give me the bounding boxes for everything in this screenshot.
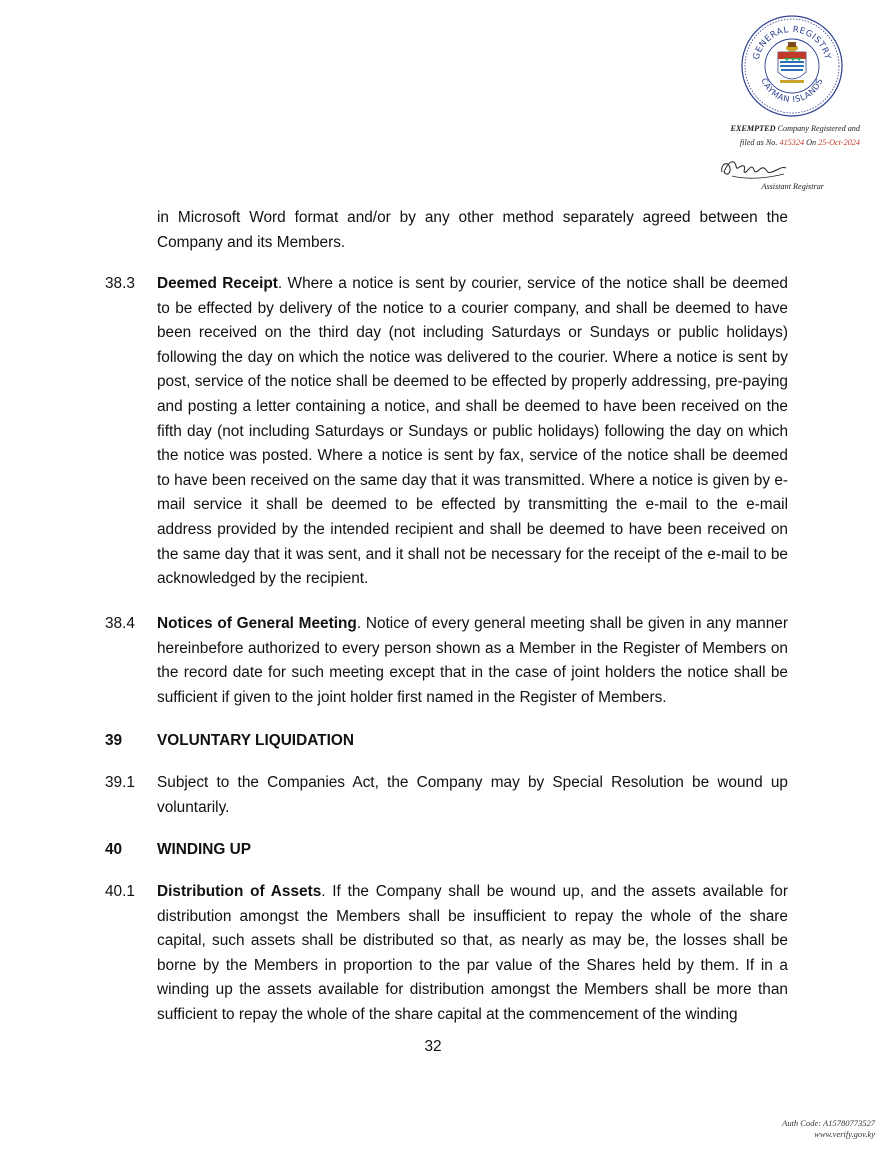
registry-stamp: [718, 14, 868, 194]
section-number-39: 39: [105, 732, 123, 749]
clause-text: . Where a notice is sent by courier, service of the notice shall be deemed to be effected by delivery of the notice to a courier company, and shall be deemed to have been received on the third day (not including Saturdays or Sundays or public holidays) following the day on which the notice was delivered to the courier. Where a notice is sent by post, service of the notice shall be deemed to be effected by properly addressing, pre-paying and posting a letter containing a notice, and shall be deemed to have been received on the fifth day (not including Saturdays or Sundays or public holidays) following the day on which the notice was posted. Where a notice is sent by fax, service of the notice shall be deemed to have been received on the same day that it was transmitted. Where a notice is given by e-mail service it shall be deemed to be effected by transmitting the e-mail to the e-mail address provided by the intended recipient and shall be deemed to have been received on the same day that it was sent, and it shall not be necessary for the receipt of the e-mail to be acknowledged by the recipient.: [157, 275, 788, 588]
stamp-registration-line: EXEMPTED Company Registered and: [730, 124, 860, 133]
auth-code: Auth Code: A15780773527: [782, 1118, 875, 1128]
section-heading-40: WINDING UP: [157, 841, 252, 858]
clause-number-39-1: 39.1: [105, 774, 135, 791]
stamp-filed-line: filed as No. 415324 On 25-Oct-2024: [739, 138, 860, 147]
clause-38-3: [157, 272, 788, 592]
clause-40-1: [157, 880, 788, 1028]
seal-top-text: GENERAL REGISTRY: [751, 24, 833, 61]
seal-bottom-text: CAYMAN ISLANDS: [759, 76, 825, 105]
clause-38-4: [157, 612, 788, 710]
clause-39-1: Subject to the Companies Act, the Company may by Special Resolution be wound up voluntarily.: [157, 774, 788, 816]
clause-title: Deemed Receipt: [157, 275, 278, 292]
registry-seal-icon: [740, 14, 844, 118]
auth-code-block: [782, 1118, 875, 1140]
registrar-signature: [718, 150, 788, 184]
clause-text: . Notice of every general meeting shall be given in any manner hereinbefore authorized to every person shown as a Member in the Register of Members on the record date for such meeting except that in the case of joint holders the notice shall be sufficient if given to the joint holder first named in the Register of Members.: [157, 615, 788, 706]
filed-date: 25-Oct-2024: [818, 138, 860, 147]
clause-number-38-3: 38.3: [105, 275, 135, 292]
clause-text: . If the Company shall be wound up, and the assets available for distribution amongst the Members shall be insufficient to repay the whole of the share capital, such assets shall be distributed so that, as nearly as may be, the losses shall be borne by the Members in proportion to the par value of the Shares held by them. If in a winding up the assets available for distribution amongst the Members shall be more than sufficient to repay the whole of the share capital at the commencement of the winding: [157, 883, 788, 1023]
clause-number-38-4: 38.4: [105, 615, 135, 632]
section-number-40: 40: [105, 841, 123, 858]
verify-url: www.verify.gov.ky: [814, 1129, 875, 1139]
page-number: 32: [424, 1038, 442, 1055]
coat-of-arms-icon: [778, 42, 806, 83]
clause-title: Distribution of Assets: [157, 883, 322, 900]
section-heading-39: VOLUNTARY LIQUIDATION: [157, 732, 354, 749]
clause-title: Notices of General Meeting: [157, 615, 357, 632]
signatory-title: Assistant Registrar: [761, 182, 824, 191]
intro-paragraph: in Microsoft Word format and/or by any other method separately agreed between the Company and its Members.: [157, 209, 788, 251]
clause-number-40-1: 40.1: [105, 883, 135, 900]
registration-number: 415324: [779, 138, 805, 147]
